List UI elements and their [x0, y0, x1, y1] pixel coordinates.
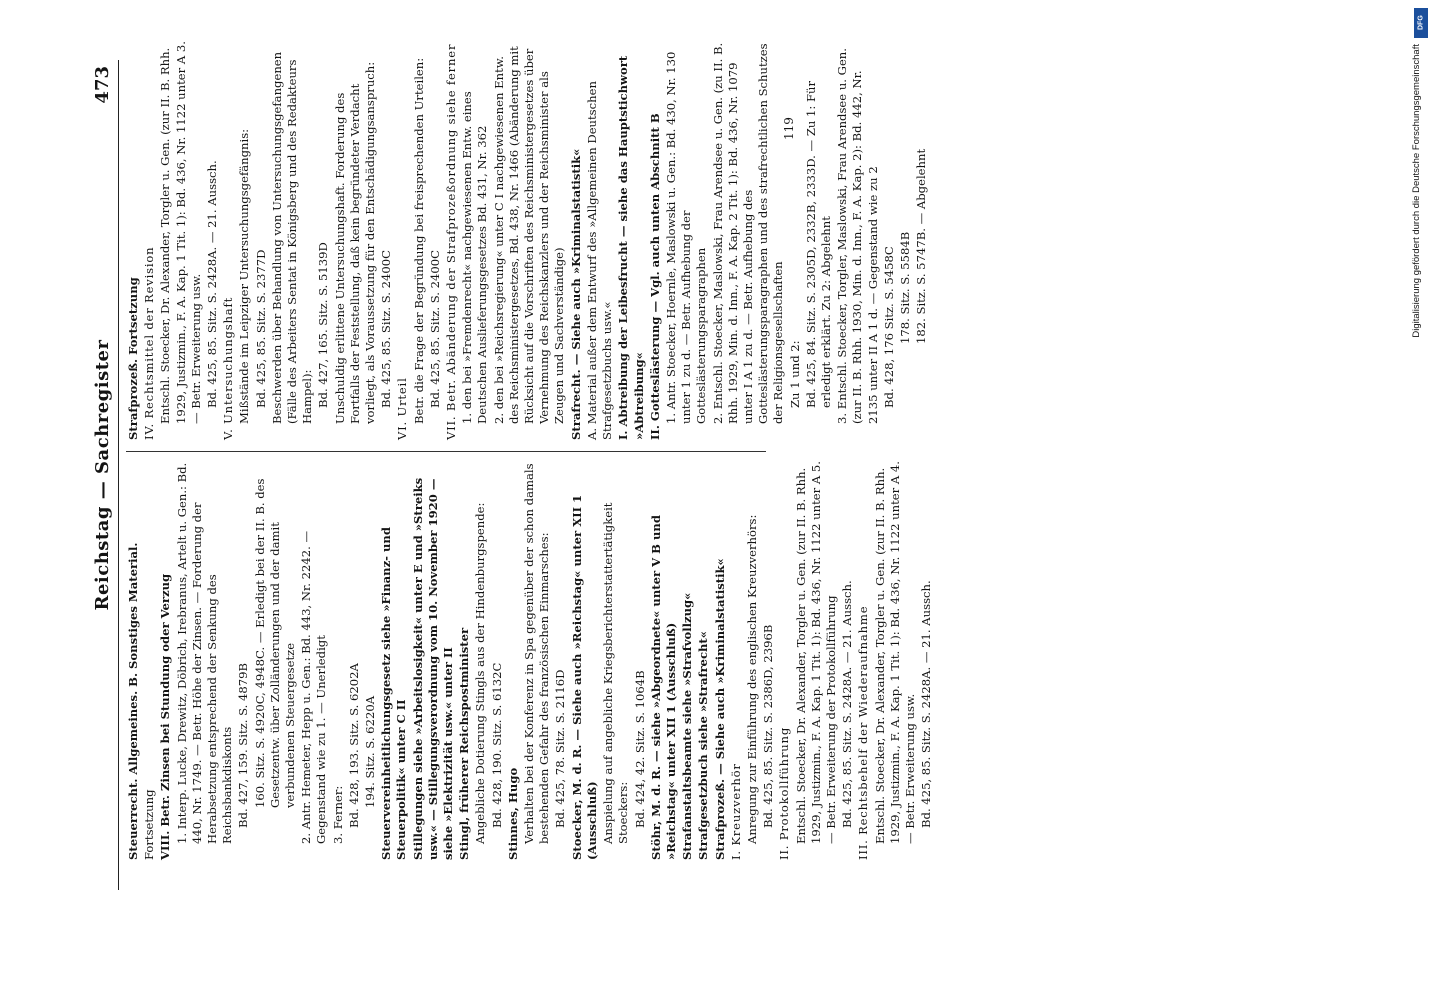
index-entry: Entschl. Stoecker, Dr. Alexander, Torgler u. Gen. (zur II. B. Rhh. 1929, Justizmin., F. A. Kap. 1 Tit. 1): Bd. 436, Nr. 1122 unter A 5. — Betr. Erweiterung der Protokollführung: [793, 461, 838, 844]
index-entry: Bd. 425, 78. Sitz. S. 2116D: [553, 669, 568, 828]
index-entry: Bd. 425, 85. Sitz. S. 2400C: [427, 250, 442, 408]
index-entry: III. Rechtsbehelf der Wiederaufnahme: [856, 605, 871, 860]
register-page: [40, 40, 1400, 960]
index-entry: Anspielung auf angebliche Kriegsberichterstattertätigkeit Stoeckers:: [601, 502, 631, 844]
index-entry: I. Kreuzverhör: [728, 763, 743, 860]
index-entry: Strafanstaltsbeamte siehe »Strafvollzug«: [680, 592, 695, 860]
index-entry: Fortsetzung: [142, 789, 157, 860]
index-entry: 3. Entschl. Stoecker, Torgler, Maslowski, Frau Arendsee u. Gen. (zur II. B. Rhh. 1930, Min. d. Inn., F. A. Kap. 2): Bd. 442, Nr. 2135 unter II A 1 d. — Gegenstand wie zu 2: [835, 48, 880, 424]
index-entry: 3. Ferner:: [330, 785, 345, 844]
index-entry: Verhalten bei der Konferenz in Spa gegenüber der schon damals bestehenden Gefahr des französischen Einmarsches:: [522, 463, 552, 844]
dfg-logo: DFG: [1414, 8, 1428, 38]
index-entry: IV. Rechtsmittel der Revision: [142, 246, 157, 440]
index-entry: Stillegungen siehe »Arbeitslosigkeit« unter E und »Streiks usw.« — Stillegungsverordnung vom 10. November 1920 — siehe »Elektrizität usw.« unter II: [410, 477, 456, 860]
index-entry: Entschl. Stoecker, Dr. Alexander, Torgler u. Gen. (zur II. B. Rhh. 1929, Justizmin., F. A. Kap. 1 Tit. 1): Bd. 436, Nr. 1122 unter A 3. — Betr. Erweiterung usw.: [158, 41, 203, 424]
index-entry: II. Protokollführung: [777, 726, 792, 860]
index-entry: Bd. 427, 165. Sitz. S. 5139D: [316, 242, 331, 408]
index-entry: Bd. 428, 176 Sitz. S. 5458C: [881, 246, 896, 408]
index-entry: Bd. 425, 85. Sitz. S. 2428A. — 21. Aussch.: [919, 580, 934, 828]
index-entry: Bd. 424, 42. Sitz. S. 1064B: [632, 670, 647, 828]
index-entry: Stoecker, M. d. R. — Siehe auch »Reichstag« unter XII 1 (Ausschluß): [569, 494, 599, 860]
index-entry: Bd. 425, 85. Sitz. S. 2428A. — 21. Aussch.: [840, 580, 855, 828]
index-entry: Bd. 425, 85. Sitz. S. 2386D, 2396B: [761, 624, 776, 828]
index-entry: Strafgesetzbuch siehe »Strafrecht«: [696, 630, 711, 860]
index-entry: Stingl, früherer Reichspostminister: [457, 627, 472, 860]
left-column: [126, 460, 934, 860]
index-entry: Bd. 425, 84. Sitz. S. 2305D, 2332B, 2333D. — Zu 1: Für erledigt erklärt. Zu 2: Abgelehnt: [803, 80, 833, 408]
index-entry: Beschwerden über Behandlung von Untersuchungsgefangenen (Fälle des Arbeiters Sentat in Königsberg und des Redakteurs Hampel):: [269, 51, 315, 424]
index-entry: 1. den bei »Fremdenrecht« nachgewiesenen Entw. eines Deutschen Auslieferungsgesetzes Bd. 431, Nr. 362: [460, 91, 490, 424]
index-entry: Anregung zur Einführung des englischen Kreuzverhörs:: [744, 514, 759, 844]
index-entry: 182. Sitz. S. 5747B. — Abgelehnt: [914, 148, 929, 344]
index-entry: 178. Sitz. S. 5584B: [897, 231, 912, 344]
credit-text: Digitalisierung gefördert durch die Deutsche Forschungsgemeinschaft: [1411, 44, 1422, 338]
index-entry: Bd. 425, 85. Sitz. S. 2377D: [253, 249, 268, 408]
index-entry: Bd. 428, 190. Sitz. S. 6132C: [489, 662, 504, 828]
index-entry: Steuerrecht. Allgemeines. B. Sonstiges Material.: [126, 542, 140, 860]
page-header: [92, 60, 119, 890]
index-entry: II. Gotteslästerung — Vgl. auch unten Abschnitt B: [647, 113, 662, 440]
index-entry: 2. Entschl. Stoecker, Maslowski, Frau Arendsee u. Gen. (zu II. B. Rhh. 1929, Min. d. Inn., F. A. Kap. 2 Tit. 1): Bd. 436, Nr. 1079 unter I A 1 zu d. — Betr. Aufhebung des Gotteslästerungsparagraphen und des strafrechtlichen Schutzes der Religionsgesellschaften: [710, 42, 786, 424]
index-entry: 2. den bei »Reichsregierung« unter C I nachgewiesenen Entw. des Reichsministergesetzes, Bd. 438, Nr. 1466 (Abänderung mit Rücksicht auf die Vorschriften des Reichsministergesetzes über Vernehmung des Reichskanzlers und der Reichsminister als Zeugen und Sachverständige): [491, 46, 567, 424]
index-entry: VII. Betr. Abänderung der Strafprozeßordnung siehe ferner: [444, 43, 459, 440]
column-divider: [126, 451, 766, 452]
index-entry: Angebliche Dotierung Stingls aus der Hindenburgspende:: [473, 502, 488, 844]
index-entry: A. Material außer dem Entwurf des »Allgemeinen Deutschen Strafgesetzbuchs usw.«: [584, 81, 615, 440]
scanned-page-frame: [40, 40, 1400, 960]
index-entry: Betr. die Frage der Begründung bei freisprechenden Urteilen:: [411, 57, 426, 424]
index-entry: Strafprozeß. — Siehe auch »Kriminalstatistik«: [712, 558, 727, 860]
digitization-credit: [1404, 4, 1430, 998]
index-entry: Bd. 428, 193. Sitz. S. 6202A: [346, 663, 361, 828]
index-entry: Stöhr, M. d. R. — siehe »Abgeordnete« unter V B und »Reichstag« unter XII 1 (Ausschluß): [648, 515, 678, 860]
index-entry: Stinnes, Hugo: [505, 767, 520, 860]
index-entry: Bd. 425, 85. Sitz. S. 2428A. — 21. Aussch.: [205, 160, 220, 408]
index-entry: I. Abtreibung der Leibesfrucht — siehe das Hauptstichwort »Abtreibung«: [616, 55, 646, 440]
index-entry: 194. Sitz. S. 6220A: [363, 695, 378, 808]
running-title: Reichstag — Sachregister: [92, 339, 113, 611]
page-number: 473: [92, 66, 113, 104]
index-entry: VI. Urteil: [395, 377, 410, 440]
index-entry: Mißstände im Leipziger Untersuchungsgefängnis:: [237, 128, 252, 424]
index-entry: V. Untersuchungshaft: [221, 296, 236, 440]
index-entry: VIII. Betr. Zinsen bei Stundung oder Verzug: [158, 573, 173, 860]
index-entry: 2. Antr. Hemeter, Hepp u. Gen.: Bd. 443, Nr. 2242. — Gegenstand wie zu 1. — Unerledigt: [299, 530, 329, 844]
index-entry: 1. Interp. Lucke, Drewitz, Döbrich, Irebranus, Artelt u. Gen.: Bd. 440, Nr. 1749. — Betr. Höhe der Zinsen. — Forderung der Herabsetzung entsprechend der Senkung des Reichsbankdiskonts: [174, 462, 235, 844]
folio-number: 119: [782, 117, 796, 140]
index-entry: Bd. 427, 159. Sitz. S. 4879B: [236, 662, 251, 828]
index-entry: Strafprozeß. Fortsetzung: [126, 277, 140, 440]
index-entry: Steuervereinheitlichungsgesetz siehe »Finanz- und Steuerpolitik« unter C II: [379, 527, 409, 860]
index-entry: Entschl. Stoecker, Dr. Alexander, Torgler u. Gen. (zur II. B. Rhh. 1929, Justizmin., F. A. Kap. 1 Tit. 1): Bd. 436, Nr. 1122 unter A 4. — Betr. Erweiterung usw.: [872, 461, 917, 844]
index-entry: Zu 1 und 2:: [787, 340, 802, 408]
index-entry: Strafrecht. — Siehe auch »Kriminalstatistik«: [568, 148, 583, 440]
index-entry: 160. Sitz. S. 4920C, 4948C. — Erledigt bei der II. B. des Gesetzentw. über Zolländerungen und der damit verbundenen Steuergesetze: [252, 478, 298, 808]
index-entry: 1. Antr. Stoecker, Hoernle, Maslowski u. Gen.: Bd. 430, Nr. 130 unter 1 zu d. — Betr. Aufhebung der Gotteslästerungsparagraphen: [663, 51, 709, 424]
index-entry: Unschuldig erlittene Untersuchungshaft. Forderung des Fortfalls der Feststellung, daß kein begründeter Verdacht vorliegt, als Voraussetzung für den Entschädigungsanspruch:: [332, 61, 378, 424]
index-entry: Bd. 425, 85. Sitz. S. 2400C: [379, 250, 394, 408]
